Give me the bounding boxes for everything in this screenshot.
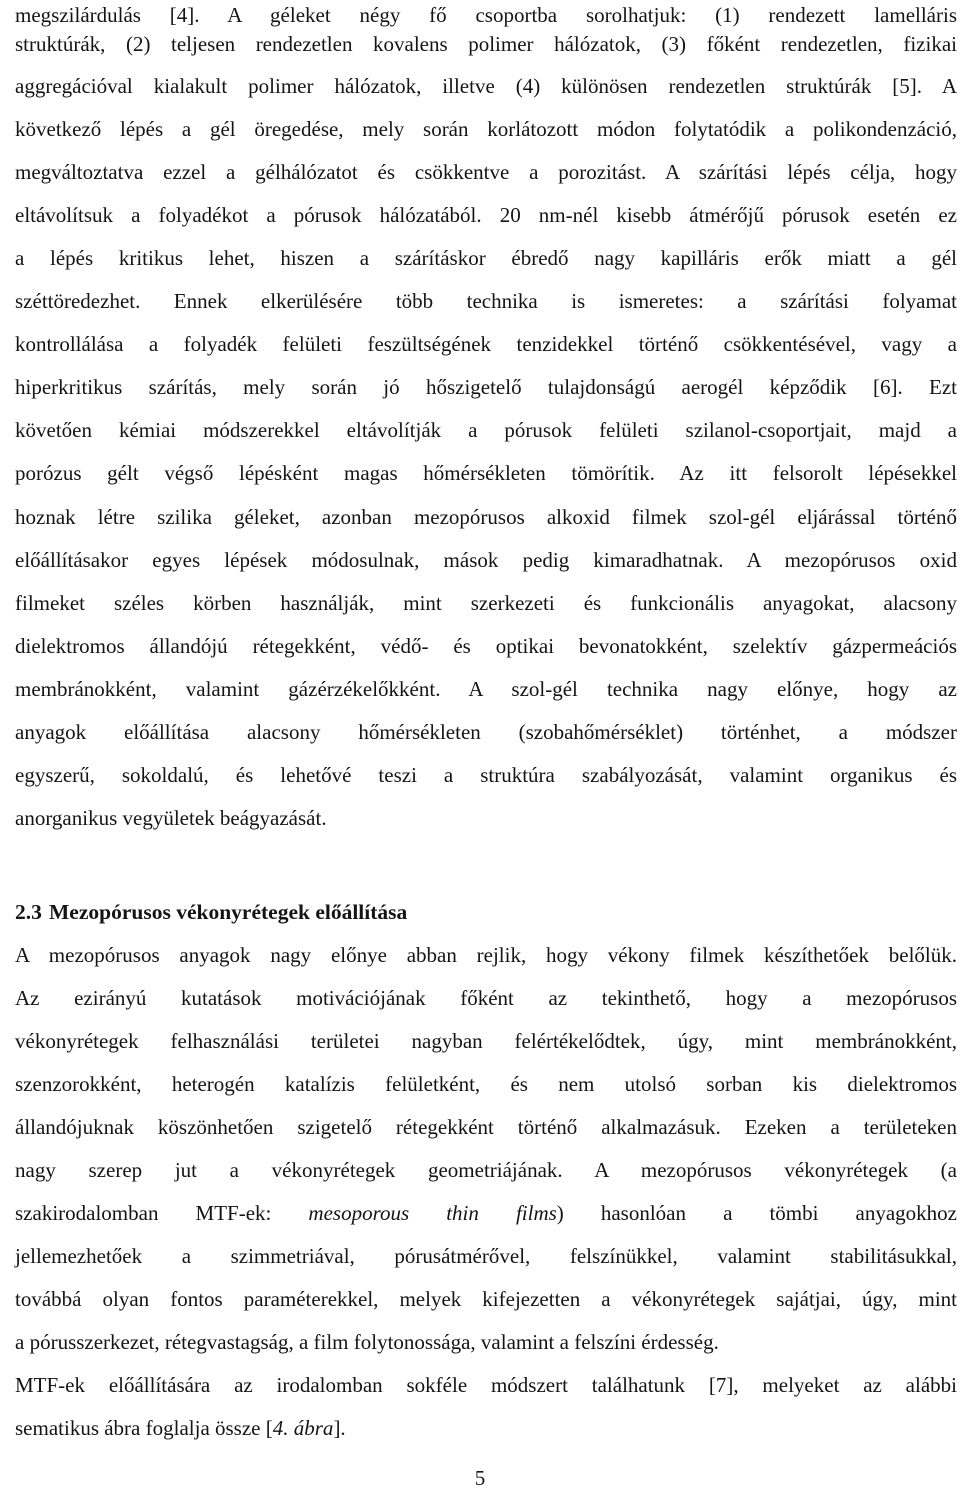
text-line: MTF-ek előállítására az irodalomban sokféle módszert találhatunk [7], melyeket az alábbi bbox=[15, 1373, 957, 1397]
text-segment: szakirodalomban MTF-ek: bbox=[15, 1201, 309, 1225]
text-line: a lépés kritikus lehet, hiszen a szárításkor ébredő nagy kapilláris erők miatt a gél bbox=[15, 246, 957, 270]
text-line bbox=[15, 1413, 957, 1443]
text-line: következő lépés a gél öregedése, mely során korlátozott módon folytatódik a polikondenzáció, bbox=[15, 117, 957, 141]
text-line: hoznak létre szilika géleket, azonban mezopórusos alkoxid filmek szol-gél eljárással történő bbox=[15, 505, 957, 529]
text-segment: sematikus ábra foglalja össze [ bbox=[15, 1416, 273, 1440]
text-line: hiperkritikus szárítás, mely során jó hőszigetelő tulajdonságú aerogél képződik [6]. Ezt bbox=[15, 375, 957, 399]
text-line: anyagok előállítása alacsony hőmérsékleten (szobahőmérséklet) történhet, a módszer bbox=[15, 720, 957, 744]
text-line: jellemezhetőek a szimmetriával, pórusátmérővel, felszínükkel, valamint stabilitásukkal, bbox=[15, 1244, 957, 1268]
text-line: anorganikus vegyületek beágyazását. bbox=[15, 806, 327, 830]
text-line: követően kémiai módszerekkel eltávolítják a pórusok felületi szilanol-csoportjait, majd a bbox=[15, 418, 957, 442]
text-line bbox=[15, 1198, 957, 1228]
text-line: filmeket széles körben használják, mint szerkezeti és funkcionális anyagokat, alacsony bbox=[15, 591, 957, 615]
text-segment: ) hasonlóan a tömbi anyagokhoz bbox=[556, 1201, 957, 1225]
text-line: struktúrák, (2) teljesen rendezetlen kovalens polimer hálózatok, (3) főként rendezetlen, fizikai bbox=[15, 32, 957, 56]
figure-reference: 4. ábra bbox=[272, 1416, 334, 1440]
text-line: porózus gélt végső lépésként magas hőmérsékleten tömörítik. Az itt felsorolt lépésekkel bbox=[15, 461, 957, 485]
text-line: egyszerű, sokoldalú, és lehetővé teszi a struktúra szabályozását, valamint organikus és bbox=[15, 763, 957, 787]
italic-term: mesoporous thin films bbox=[308, 1201, 557, 1225]
section-heading bbox=[15, 897, 957, 927]
text-line: eltávolítsuk a folyadékot a pórusok hálózatából. 20 nm-nél kisebb átmérőjű pórusok esetén ez bbox=[15, 203, 957, 227]
text-line: membránokként, valamint gázérzékelőkként. A szol-gél technika nagy előnye, hogy az bbox=[15, 677, 957, 701]
text-line: a pórusszerkezet, rétegvastagság, a film folytonossága, valamint a felszíni érdesség. bbox=[15, 1330, 719, 1354]
text-line: A mezopórusos anyagok nagy előnye abban rejlik, hogy vékony filmek készíthetőek belőlük. bbox=[15, 943, 957, 967]
text-line: előállításakor egyes lépések módosulnak, mások pedig kimaradhatnak. A mezopórusos oxid bbox=[15, 548, 957, 572]
text-line: nagy szerep jut a vékonyrétegek geometriájának. A mezopórusos vékonyrétegek (a bbox=[15, 1158, 957, 1182]
text-line: megváltoztatva ezzel a gélhálózatot és csökkentve a porozitást. A szárítási lépés célja, hogy bbox=[15, 160, 957, 184]
section-title: Mezopórusos vékonyrétegek előállítása bbox=[49, 900, 408, 924]
text-line: aggregációval kialakult polimer hálózatok, illetve (4) különösen rendezetlen struktúrák [5]. A bbox=[15, 74, 957, 98]
text-line: állandójuknak köszönhetően szigetelő rétegekként történő alkalmazásuk. Ezeken a területeken bbox=[15, 1115, 957, 1139]
text-line: megszilárdulás [4]. A géleket négy fő csoportba sorolhatjuk: (1) rendezett lamelláris bbox=[15, 3, 957, 27]
text-line: kontrollálása a folyadék felületi feszültségének tenzidekkel történő csökkentésével, vagy a bbox=[15, 332, 957, 356]
text-line: vékonyrétegek felhasználási területei nagyban felértékelődtek, úgy, mint membránokként, bbox=[15, 1029, 957, 1053]
section-number: 2.3 bbox=[15, 900, 42, 924]
page-number: 5 bbox=[474, 1466, 486, 1490]
text-segment: ]. bbox=[333, 1416, 346, 1440]
text-line: továbbá olyan fontos paraméterekkel, melyek kifejezetten a vékonyrétegek sajátjai, úgy, mint bbox=[15, 1287, 957, 1311]
text-line: Az ezirányú kutatások motivációjának főként az tekinthető, hogy a mezopórusos bbox=[15, 986, 957, 1010]
text-line: dielektromos állandójú rétegekként, védő- és optikai bevonatokként, szelektív gázpermeációs bbox=[15, 634, 957, 658]
text-line: szenzorokként, heterogén katalízis felületként, és nem utolsó sorban kis dielektromos bbox=[15, 1072, 957, 1096]
text-line: széttöredezhet. Ennek elkerülésére több technika is ismeretes: a szárítási folyamat bbox=[15, 289, 957, 313]
